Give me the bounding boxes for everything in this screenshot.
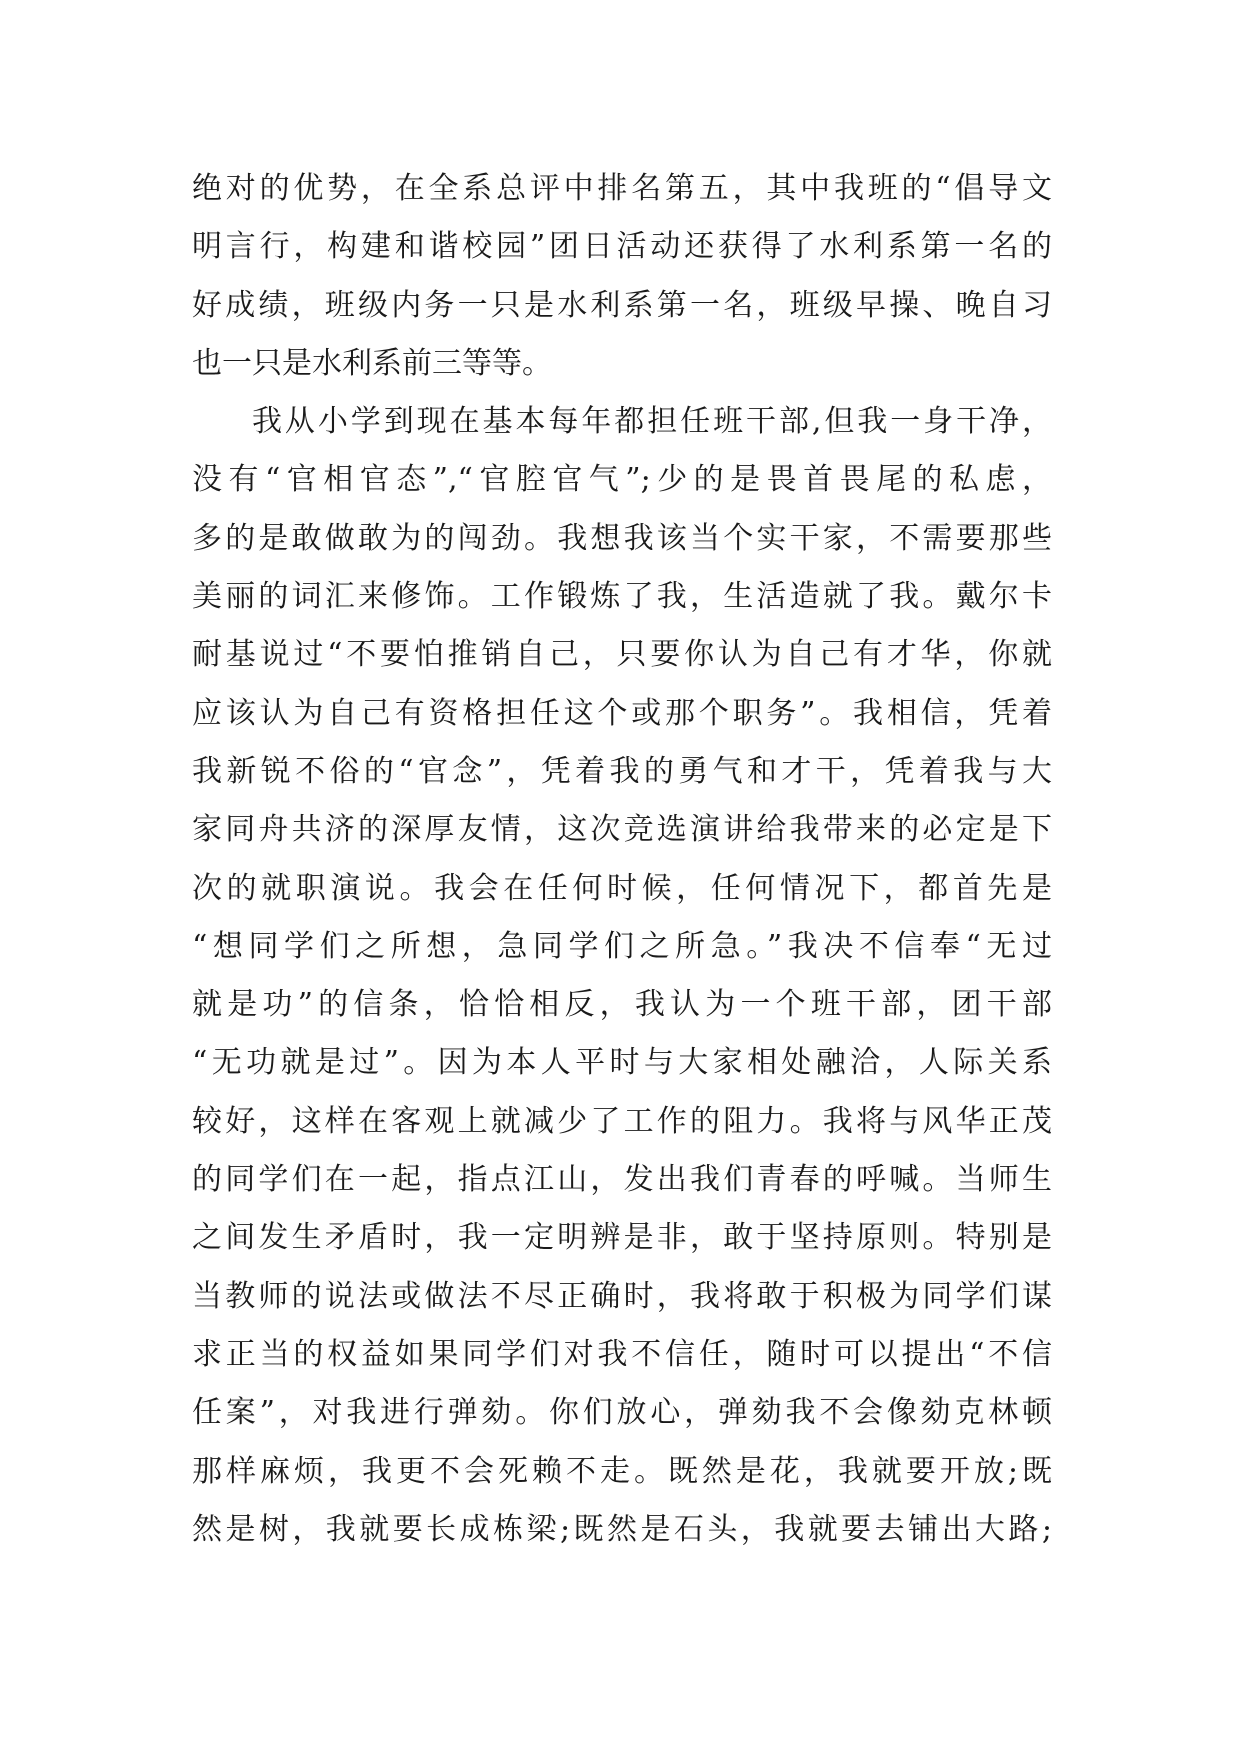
text-line: 任案”，对我进行弹劾。你们放心，弹劾我不会像劾克林顿 <box>192 1395 1052 1431</box>
text-line: 较好，这样在客观上就减少了工作的阻力。我将与风华正茂 <box>192 1103 1052 1139</box>
text-line: 应该认为自己有资格担任这个或那个职务”。我相信，凭着 <box>192 695 1052 731</box>
text-line: 家同舟共济的深厚友情，这次竞选演讲给我带来的必定是下 <box>192 812 1052 848</box>
text-line: 然是树，我就要长成栋梁;既然是石头，我就要去铺出大路; <box>192 1511 1052 1547</box>
text-line: 也一只是水利系前三等等。 <box>192 345 552 381</box>
text-line: 绝对的优势，在全系总评中排名第五，其中我班的“倡导文 <box>192 171 1052 206</box>
text-line: 我从小学到现在基本每年都担任班干部,但我一身干净， <box>252 404 1052 440</box>
text-line: 美丽的词汇来修饰。工作锻炼了我，生活造就了我。戴尔卡 <box>192 579 1052 615</box>
text-line: 之间发生矛盾时，我一定明辨是非，敢于坚持原则。特别是 <box>192 1220 1052 1256</box>
text-line: 的同学们在一起，指点江山，发出我们青春的呼喊。当师生 <box>192 1162 1052 1198</box>
text-line: “想同学们之所想，急同学们之所急。”我决不信奉“无过 <box>192 928 1052 964</box>
body-text <box>192 160 1052 1559</box>
text-line: “无功就是过”。因为本人平时与大家相处融洽，人际关系 <box>192 1045 1052 1081</box>
text-line: 就是功”的信条，恰恰相反，我认为一个班干部，团干部 <box>192 987 1052 1023</box>
text-line: 我新锐不俗的“官念”，凭着我的勇气和才干，凭着我与大 <box>192 753 1052 789</box>
text-line: 次的就职演说。我会在任何时候，任何情况下，都首先是 <box>192 870 1052 906</box>
text-line: 多的是敢做敢为的闯劲。我想我该当个实干家，不需要那些 <box>192 520 1052 556</box>
text-line: 那样麻烦，我更不会死赖不走。既然是花，我就要开放;既 <box>192 1453 1052 1489</box>
text-line: 好成绩，班级内务一只是水利系第一名，班级早操、晚自习 <box>192 287 1052 323</box>
text-line: 没有“官相官态”,“官腔官气”;少的是畏首畏尾的私虑， <box>192 462 1052 498</box>
text-line: 当教师的说法或做法不尽正确时，我将敢于积极为同学们谋 <box>192 1278 1052 1314</box>
text-line: 明言行，构建和谐校园”团日活动还获得了水利系第一名的 <box>192 229 1052 265</box>
text-line: 耐基说过“不要怕推销自己，只要你认为自己有才华，你就 <box>192 637 1052 673</box>
text-line: 求正当的权益如果同学们对我不信任，随时可以提出“不信 <box>192 1336 1052 1372</box>
